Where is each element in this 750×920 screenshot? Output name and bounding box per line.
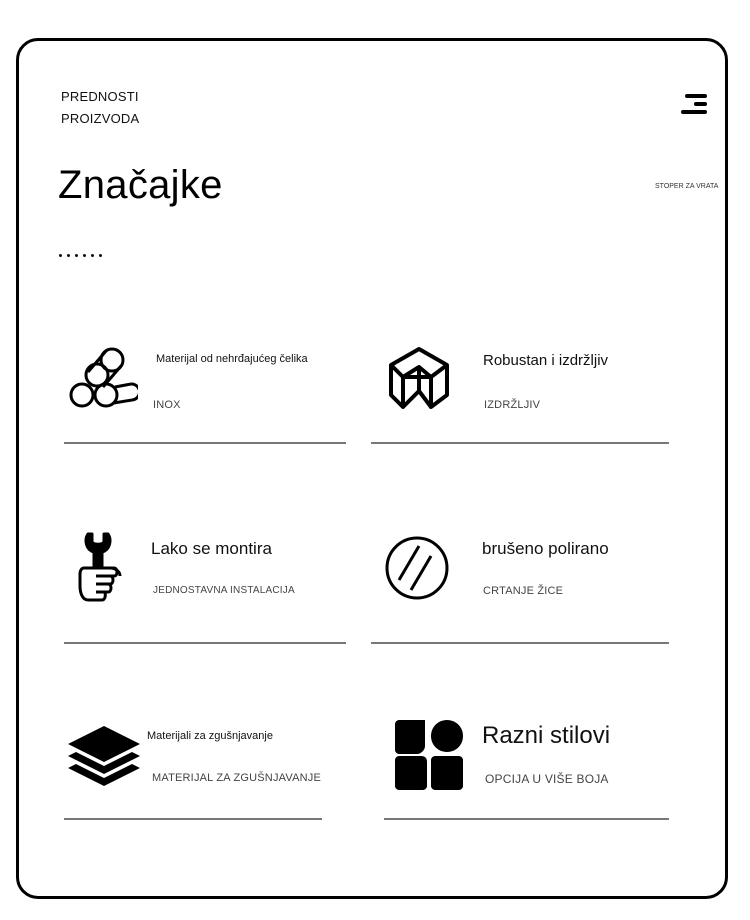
feature-divider: [371, 442, 669, 444]
feature-title: Materijali za zgušnjavanje: [147, 730, 273, 742]
four-squares-icon: [395, 720, 465, 790]
feature-subtitle: MATERIJAL ZA ZGUŠNJAVANJE: [152, 772, 322, 784]
feature-title: brušeno polirano: [482, 539, 609, 558]
page-title: Značajke: [58, 163, 223, 207]
menu-icon[interactable]: [681, 94, 707, 116]
layers-icon: [66, 724, 142, 792]
section-label-line2: PROIZVODA: [61, 111, 140, 126]
pipes-icon: [68, 344, 138, 414]
cube-icon: [385, 345, 455, 415]
feature-divider: [64, 818, 322, 820]
feature-subtitle: INOX: [153, 399, 181, 411]
feature-title: Razni stilovi: [482, 722, 611, 749]
feature-styles: [384, 714, 669, 820]
feature-brushed: [371, 520, 669, 644]
feature-robust: [371, 330, 669, 444]
feature-divider: [64, 642, 346, 644]
feature-thickening: [64, 714, 322, 820]
feature-divider: [64, 442, 346, 444]
feature-subtitle: OPCIJA U VIŠE BOJA: [485, 772, 609, 786]
feature-stainless-steel: [64, 330, 346, 444]
feature-subtitle: IZDRŽLJIV: [484, 399, 541, 411]
feature-subtitle: CRTANJE ŽICE: [483, 585, 564, 597]
brushed-circle-icon: [385, 536, 449, 600]
feature-easy-install: [64, 520, 346, 644]
section-label: [61, 86, 139, 130]
dots-divider: [59, 254, 102, 257]
feature-title: Robustan i izdržljiv: [483, 352, 609, 369]
feature-divider: [384, 818, 669, 820]
feature-subtitle: JEDNOSTAVNA INSTALACIJA: [153, 585, 295, 596]
section-label-line1: PREDNOSTI: [61, 89, 139, 104]
wrench-hand-icon: [74, 530, 134, 605]
feature-title: Materijal od nehrđajućeg čelika: [156, 353, 308, 365]
feature-title: Lako se montira: [151, 539, 272, 558]
page-subtitle: STOPER ZA VRATA: [655, 183, 719, 190]
feature-divider: [371, 642, 669, 644]
